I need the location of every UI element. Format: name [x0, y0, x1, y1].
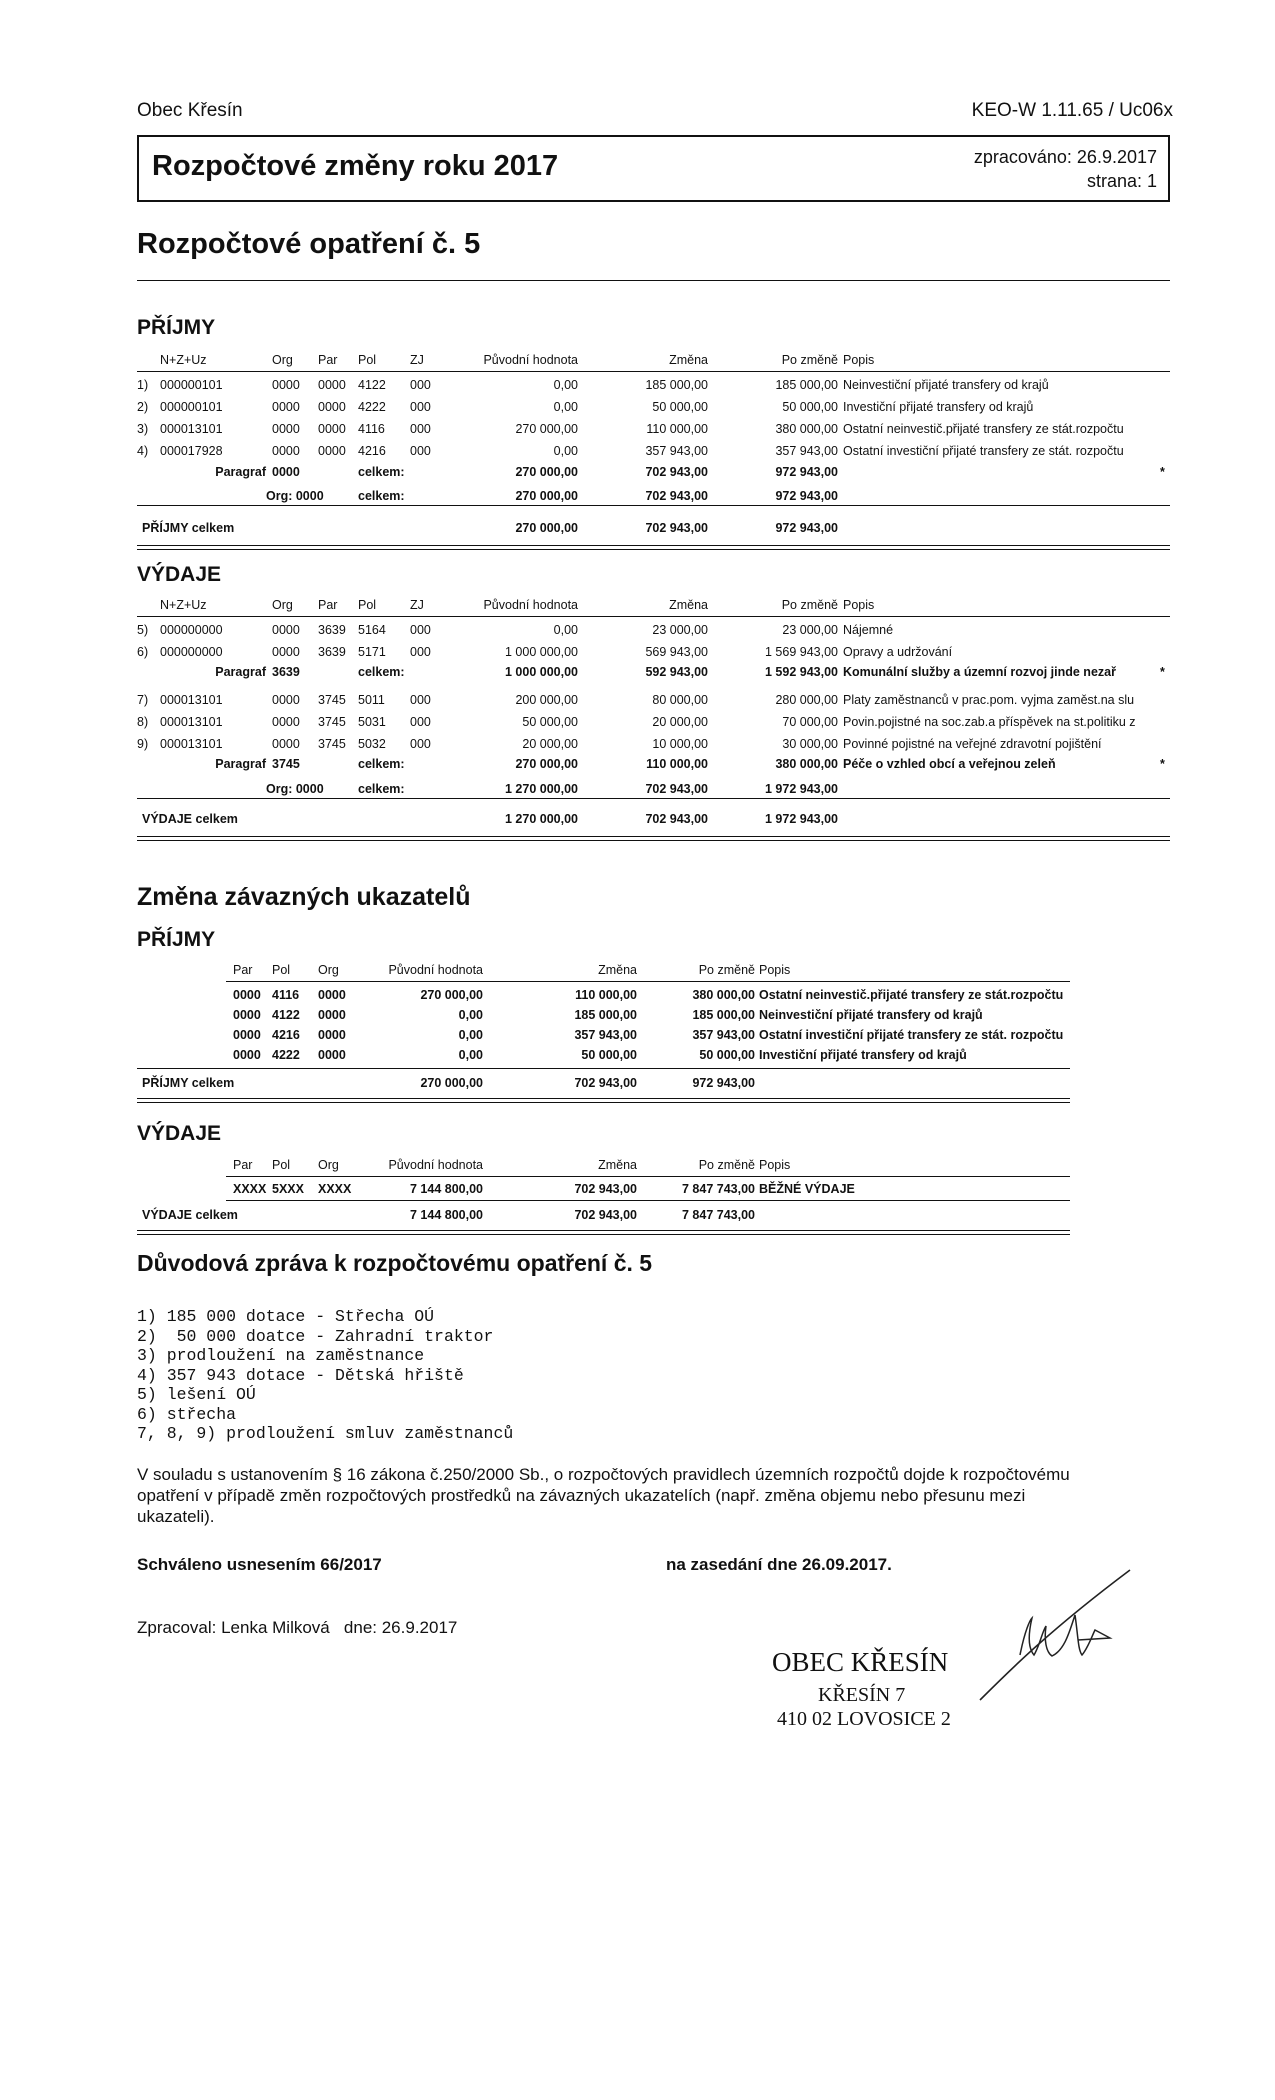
prijmy-total-after: 972 943,00	[775, 521, 838, 535]
cell-original: 0,00	[553, 444, 578, 458]
cell-after: 380 000,00	[775, 422, 838, 436]
page-number: strana: 1	[1086, 171, 1157, 191]
col-header-zj: ZJ	[410, 598, 424, 612]
zavazne-vydaje-total-after: 7 847 743,00	[682, 1208, 755, 1222]
report-code: KEO-W 1.11.65 / Uc06x	[971, 100, 1173, 121]
col-header-after: Po změně	[781, 598, 838, 612]
cell-nzu: 000013101	[160, 715, 223, 729]
prijmy-org-label: Org: 0000	[266, 489, 324, 503]
cell-org: 0000	[272, 444, 300, 458]
vydaje-paragraf-3639-change: 592 943,00	[645, 665, 708, 679]
col-header-after: Po změně	[781, 353, 838, 367]
cell-description: Nájemné	[843, 623, 894, 637]
zavazne-prijmy-row-par: 0000	[233, 988, 261, 1002]
cell-org: 0000	[272, 378, 300, 392]
organization-name: Obec Křesín	[137, 100, 243, 121]
col-header-par: Par	[233, 963, 253, 977]
vydaje-total-original: 1 270 000,00	[505, 812, 578, 826]
row-number: 4)	[137, 444, 149, 458]
prijmy-paragraf-after: 972 943,00	[775, 465, 838, 479]
zavazne-prijmy-row-org: 0000	[318, 1008, 346, 1022]
cell-change: 20 000,00	[652, 715, 708, 729]
zavazne-prijmy-row-original: 0,00	[458, 1028, 483, 1042]
prijmy-total-original: 270 000,00	[515, 521, 578, 535]
zavazne-prijmy-row-after: 50 000,00	[699, 1048, 755, 1062]
col-header-description: Popis	[843, 598, 875, 612]
cell-after: 50 000,00	[782, 400, 838, 414]
cell-after: 70 000,00	[782, 715, 838, 729]
zavazne-vydaje-total-label: VÝDAJE celkem	[142, 1208, 238, 1222]
cell-zj: 000	[410, 422, 431, 436]
vydaje-paragraf-3745-code: 3745	[272, 757, 300, 771]
cell-original: 0,00	[553, 623, 578, 637]
vydaje-paragraf-3639-star: *	[1160, 665, 1165, 679]
reason-line: 2) 50 000 doatce - Zahradní traktor	[137, 1326, 494, 1346]
cell-par: 3745	[318, 715, 346, 729]
cell-pol: 5011	[358, 693, 385, 707]
col-header-pol: Pol	[272, 1158, 291, 1172]
cell-original: 270 000,00	[515, 422, 578, 436]
prijmy-paragraf-celkem: celkem:	[358, 465, 405, 479]
subtotal-line	[226, 1200, 1070, 1201]
zavazne-prijmy-heading: PŘÍJMY	[137, 928, 216, 951]
cell-nzu: 000000101	[160, 378, 223, 392]
zavazne-prijmy-row-after: 185 000,00	[692, 1008, 755, 1022]
row-number: 2)	[137, 400, 149, 414]
cell-par: 3745	[318, 737, 346, 751]
col-header-org: Org	[272, 353, 293, 367]
row-number: 1)	[137, 378, 149, 392]
cell-change: 10 000,00	[652, 737, 708, 751]
zavazne-vydaje-heading: VÝDAJE	[137, 1122, 222, 1145]
reason-line: 6) střecha	[137, 1404, 237, 1424]
cell-after: 185 000,00	[775, 378, 838, 392]
zavazne-prijmy-row-par: 0000	[233, 1008, 261, 1022]
zavazne-prijmy-row-pol: 4216	[272, 1028, 300, 1042]
cell-original: 1 000 000,00	[505, 645, 578, 659]
zavazne-prijmy-row-description: Neinvestiční přijaté transfery od krajů	[759, 1008, 983, 1022]
cell-description: Povin.pojistné na soc.zab.a příspěvek na st.politiku z	[843, 715, 1136, 729]
col-header-change: Změna	[598, 963, 637, 977]
vydaje-org-original: 1 270 000,00	[505, 782, 578, 796]
cell-zj: 000	[410, 645, 431, 659]
cell-description: Neinvestiční přijaté transfery od krajů	[843, 378, 1049, 392]
cell-original: 50 000,00	[522, 715, 578, 729]
subtotal-line	[137, 1068, 1070, 1069]
cell-description: Opravy a udržování	[843, 645, 953, 659]
vydaje-paragraf-3639-original: 1 000 000,00	[505, 665, 578, 679]
cell-description: Ostatní investiční přijaté transfery ze stát. rozpočtu	[843, 444, 1124, 458]
cell-original: 0,00	[553, 400, 578, 414]
prijmy-paragraf-change: 702 943,00	[645, 465, 708, 479]
zavazne-prijmy-row-org: 0000	[318, 1028, 346, 1042]
col-header-description: Popis	[759, 1158, 791, 1172]
col-header-org: Org	[318, 1158, 339, 1172]
approved-resolution: Schváleno usnesením 66/2017	[137, 1555, 382, 1574]
zavazne-prijmy-row-description: Ostatní neinvestič.přijaté transfery ze stát.rozpočtu	[759, 988, 1064, 1002]
vydaje-paragraf-3745-label: Paragraf	[215, 757, 266, 771]
zavazne-prijmy-row-description: Investiční přijaté transfery od krajů	[759, 1048, 967, 1062]
reason-line: 5) lešení OÚ	[137, 1385, 256, 1404]
vydaje-paragraf-3639-celkem: celkem:	[358, 665, 405, 679]
cell-org: 0000	[272, 645, 300, 659]
divider	[137, 280, 1170, 281]
cell-par: 0000	[318, 400, 346, 414]
vydaje-org-celkem: celkem:	[358, 782, 405, 796]
zavazne-prijmy-row-original: 270 000,00	[420, 988, 483, 1002]
cell-nzu: 000000000	[160, 623, 223, 637]
cell-zj: 000	[410, 623, 431, 637]
cell-after: 23 000,00	[782, 623, 838, 637]
cell-after: 280 000,00	[775, 693, 838, 707]
total-double-line	[137, 545, 1170, 550]
zavazne-prijmy-row-pol: 4222	[272, 1048, 300, 1062]
prijmy-org-original: 270 000,00	[515, 489, 578, 503]
cell-after: 357 943,00	[775, 444, 838, 458]
prijmy-paragraf-star: *	[1160, 465, 1165, 479]
zavazne-prijmy-row-description: Ostatní investiční přijaté transfery ze stát. rozpočtu	[759, 1028, 1064, 1042]
row-number: 9)	[137, 737, 149, 751]
zavazne-prijmy-row-par: 0000	[233, 1048, 261, 1062]
cell-pol: 4216	[358, 444, 386, 458]
vydaje-total-change: 702 943,00	[645, 812, 708, 826]
cell-nzu: 000000101	[160, 400, 223, 414]
cell-pol: 4122	[358, 378, 386, 392]
zavazne-vydaje-total-original: 7 144 800,00	[410, 1208, 483, 1222]
processed-date: zpracováno: 26.9.2017	[973, 147, 1157, 167]
row-number: 8)	[137, 715, 149, 729]
cell-after: 30 000,00	[782, 737, 838, 751]
cell-description: Platy zaměstnanců v prac.pom. vyjma zaměst.na slu	[843, 693, 1135, 707]
col-header-original: Původní hodnota	[483, 598, 578, 612]
reason-line: 4) 357 943 dotace - Dětská hřiště	[137, 1365, 464, 1385]
header-underline	[137, 371, 1170, 372]
cell-pol: 5031	[358, 715, 386, 729]
col-header-nzu: N+Z+Uz	[160, 353, 207, 367]
cell-zj: 000	[410, 693, 431, 707]
col-header-original: Původní hodnota	[388, 1158, 483, 1172]
col-header-after: Po změně	[698, 1158, 755, 1172]
zavazne-vydaje-row-original: 7 144 800,00	[410, 1182, 483, 1196]
prijmy-paragraf-original: 270 000,00	[515, 465, 578, 479]
col-header-par: Par	[318, 598, 338, 612]
cell-pol: 4222	[358, 400, 386, 414]
cell-change: 23 000,00	[652, 623, 708, 637]
zavazne-prijmy-row-after: 357 943,00	[692, 1028, 755, 1042]
cell-original: 200 000,00	[515, 693, 578, 707]
vydaje-paragraf-3639-code: 3639	[272, 665, 300, 679]
vydaje-paragraf-3745-original: 270 000,00	[515, 757, 578, 771]
zavazne-prijmy-row-change: 50 000,00	[581, 1048, 637, 1062]
cell-zj: 000	[410, 378, 431, 392]
zavazne-prijmy-row-change: 357 943,00	[574, 1028, 637, 1042]
zavazne-prijmy-total-after: 972 943,00	[692, 1076, 755, 1090]
zavazne-prijmy-row-par: 0000	[233, 1028, 261, 1042]
header-underline	[226, 1176, 1070, 1177]
cell-nzu: 000013101	[160, 693, 223, 707]
vydaje-total-after: 1 972 943,00	[765, 812, 838, 826]
zavazne-vydaje-row-pol: 5XXX	[272, 1182, 304, 1196]
cell-par: 3639	[318, 645, 346, 659]
vydaje-paragraf-3745-after: 380 000,00	[775, 757, 838, 771]
cell-par: 0000	[318, 422, 346, 436]
zavazne-title: Změna závazných ukazatelů	[137, 883, 471, 911]
col-header-pol: Pol	[358, 353, 377, 367]
cell-change: 80 000,00	[652, 693, 708, 707]
prijmy-org-after: 972 943,00	[775, 489, 838, 503]
prijmy-org-celkem: celkem:	[358, 489, 405, 503]
zavazne-prijmy-row-original: 0,00	[458, 1048, 483, 1062]
col-header-pol: Pol	[358, 598, 377, 612]
col-header-org: Org	[272, 598, 293, 612]
cell-pol: 5164	[358, 623, 386, 637]
cell-nzu: 000017928	[160, 444, 223, 458]
col-header-description: Popis	[759, 963, 791, 977]
subtotal-line	[137, 505, 1170, 506]
col-header-org: Org	[318, 963, 339, 977]
reason-line: 7, 8, 9) prodloužení smluv zaměstnanců	[137, 1424, 514, 1443]
meeting-date: na zasedání dne 26.09.2017.	[666, 1555, 892, 1574]
zavazne-prijmy-row-original: 0,00	[458, 1008, 483, 1022]
measure-title: Rozpočtové opatření č. 5	[137, 228, 481, 260]
row-number: 7)	[137, 693, 149, 707]
cell-zj: 000	[410, 715, 431, 729]
col-header-zj: ZJ	[410, 353, 424, 367]
vydaje-org-after: 1 972 943,00	[765, 782, 838, 796]
header-underline	[226, 981, 1070, 982]
prijmy-total-label: PŘÍJMY celkem	[142, 521, 235, 535]
zavazne-prijmy-total-label: PŘÍJMY celkem	[142, 1076, 235, 1090]
col-header-original: Původní hodnota	[483, 353, 578, 367]
vydaje-org-label: Org: 0000	[266, 782, 324, 796]
zavazne-vydaje-row-description: BĚŽNÉ VÝDAJE	[759, 1182, 855, 1196]
cell-pol: 5171	[358, 645, 386, 659]
cell-pol: 4116	[358, 422, 385, 436]
cell-par: 3639	[318, 623, 346, 637]
cell-description: Investiční přijaté transfery od krajů	[843, 400, 1034, 414]
zavazne-prijmy-total-original: 270 000,00	[420, 1076, 483, 1090]
cell-zj: 000	[410, 400, 431, 414]
prijmy-total-change: 702 943,00	[645, 521, 708, 535]
cell-nzu: 000013101	[160, 422, 223, 436]
cell-zj: 000	[410, 444, 431, 458]
cell-org: 0000	[272, 623, 300, 637]
col-header-after: Po změně	[698, 963, 755, 977]
zavazne-vydaje-row-after: 7 847 743,00	[682, 1182, 755, 1196]
header-underline	[137, 616, 1170, 617]
stamp-line-3: 410 02 LOVOSICE 2	[777, 1708, 951, 1730]
subtotal-line	[137, 798, 1170, 799]
cell-change: 569 943,00	[645, 645, 708, 659]
cell-org: 0000	[272, 737, 300, 751]
duvodova-title: Důvodová zpráva k rozpočtovému opatření č. 5	[137, 1250, 653, 1276]
vydaje-total-label: VÝDAJE celkem	[142, 812, 238, 826]
col-header-change: Změna	[669, 353, 708, 367]
cell-change: 357 943,00	[645, 444, 708, 458]
cell-par: 0000	[318, 444, 346, 458]
zavazne-vydaje-row-org: XXXX	[318, 1182, 352, 1196]
vydaje-paragraf-3745-change: 110 000,00	[646, 757, 708, 771]
cell-change: 185 000,00	[645, 378, 708, 392]
zavazne-prijmy-row-change: 110 000,00	[575, 988, 637, 1002]
legal-paragraph: V souladu s ustanovením § 16 zákona č.250/2000 Sb., o rozpočtových pravidlech územních rozpočtů dojde k rozpočtovému opatření v případě změn rozpočtových prostředků na závazných ukazatelích (např. změna objemu nebo přesunu mezi ukazateli).	[137, 1465, 1070, 1526]
vydaje-paragraf-3745-description: Péče o vzhled obcí a veřejnou zeleň	[843, 757, 1056, 771]
cell-org: 0000	[272, 400, 300, 414]
col-header-change: Změna	[669, 598, 708, 612]
total-double-line	[137, 1230, 1070, 1235]
zavazne-prijmy-row-after: 380 000,00	[692, 988, 755, 1002]
row-number: 6)	[137, 645, 149, 659]
stamp-line-2: KŘESÍN 7	[818, 1684, 906, 1706]
prijmy-heading: PŘÍJMY	[137, 316, 216, 339]
col-header-original: Původní hodnota	[388, 963, 483, 977]
cell-par: 0000	[318, 378, 346, 392]
zavazne-prijmy-row-org: 0000	[318, 988, 346, 1002]
cell-original: 20 000,00	[522, 737, 578, 751]
col-header-par: Par	[318, 353, 338, 367]
zavazne-vydaje-total-change: 702 943,00	[574, 1208, 637, 1222]
prepared-by: Zpracoval: Lenka Milková dne: 26.9.2017	[137, 1618, 458, 1637]
prijmy-org-change: 702 943,00	[645, 489, 708, 503]
report-title: Rozpočtové změny roku 2017	[152, 150, 559, 182]
zavazne-prijmy-total-change: 702 943,00	[574, 1076, 637, 1090]
stamp-line-1: OBEC KŘESÍN	[772, 1647, 949, 1677]
duvodova-list	[137, 1307, 513, 1444]
cell-change: 110 000,00	[646, 422, 708, 436]
cell-description: Povinné pojistné na veřejné zdravotní pojištění	[843, 737, 1102, 751]
row-number: 3)	[137, 422, 149, 436]
cell-description: Ostatní neinvestič.přijaté transfery ze stát.rozpočtu	[843, 422, 1124, 436]
cell-org: 0000	[272, 715, 300, 729]
reason-line: 1) 185 000 dotace - Střecha OÚ	[137, 1307, 435, 1326]
cell-par: 3745	[318, 693, 346, 707]
cell-org: 0000	[272, 422, 300, 436]
vydaje-paragraf-3745-star: *	[1160, 757, 1165, 771]
zavazne-prijmy-row-change: 185 000,00	[574, 1008, 637, 1022]
col-header-par: Par	[233, 1158, 253, 1172]
col-header-change: Změna	[598, 1158, 637, 1172]
cell-after: 1 569 943,00	[765, 645, 838, 659]
col-header-description: Popis	[843, 353, 875, 367]
zavazne-vydaje-row-par: XXXX	[233, 1182, 267, 1196]
cell-nzu: 000000000	[160, 645, 223, 659]
cell-original: 0,00	[553, 378, 578, 392]
zavazne-vydaje-row-change: 702 943,00	[574, 1182, 637, 1196]
cell-pol: 5032	[358, 737, 386, 751]
zavazne-prijmy-row-pol: 4116	[272, 988, 300, 1002]
cell-org: 0000	[272, 693, 300, 707]
processed-info	[974, 145, 1157, 193]
total-double-line	[137, 1098, 1070, 1103]
reason-line: 3) prodloužení na zaměstnance	[137, 1346, 425, 1365]
col-header-pol: Pol	[272, 963, 291, 977]
total-double-line	[137, 836, 1170, 841]
cell-change: 50 000,00	[652, 400, 708, 414]
section-heading: VÝDAJE	[137, 563, 222, 586]
vydaje-org-change: 702 943,00	[645, 782, 708, 796]
signature	[970, 1560, 1150, 1710]
col-header-nzu: N+Z+Uz	[160, 598, 207, 612]
vydaje-paragraf-3639-description: Komunální služby a územní rozvoj jinde nezař	[843, 665, 1116, 679]
vydaje-paragraf-3639-after: 1 592 943,00	[765, 665, 838, 679]
vydaje-paragraf-3745-celkem: celkem:	[358, 757, 405, 771]
zavazne-prijmy-row-org: 0000	[318, 1048, 346, 1062]
row-number: 5)	[137, 623, 149, 637]
prijmy-paragraf-code: 0000	[272, 465, 300, 479]
prijmy-paragraf-label: Paragraf	[215, 465, 266, 479]
vydaje-paragraf-3639-label: Paragraf	[215, 665, 266, 679]
zavazne-prijmy-row-pol: 4122	[272, 1008, 300, 1022]
cell-zj: 000	[410, 737, 431, 751]
cell-nzu: 000013101	[160, 737, 223, 751]
